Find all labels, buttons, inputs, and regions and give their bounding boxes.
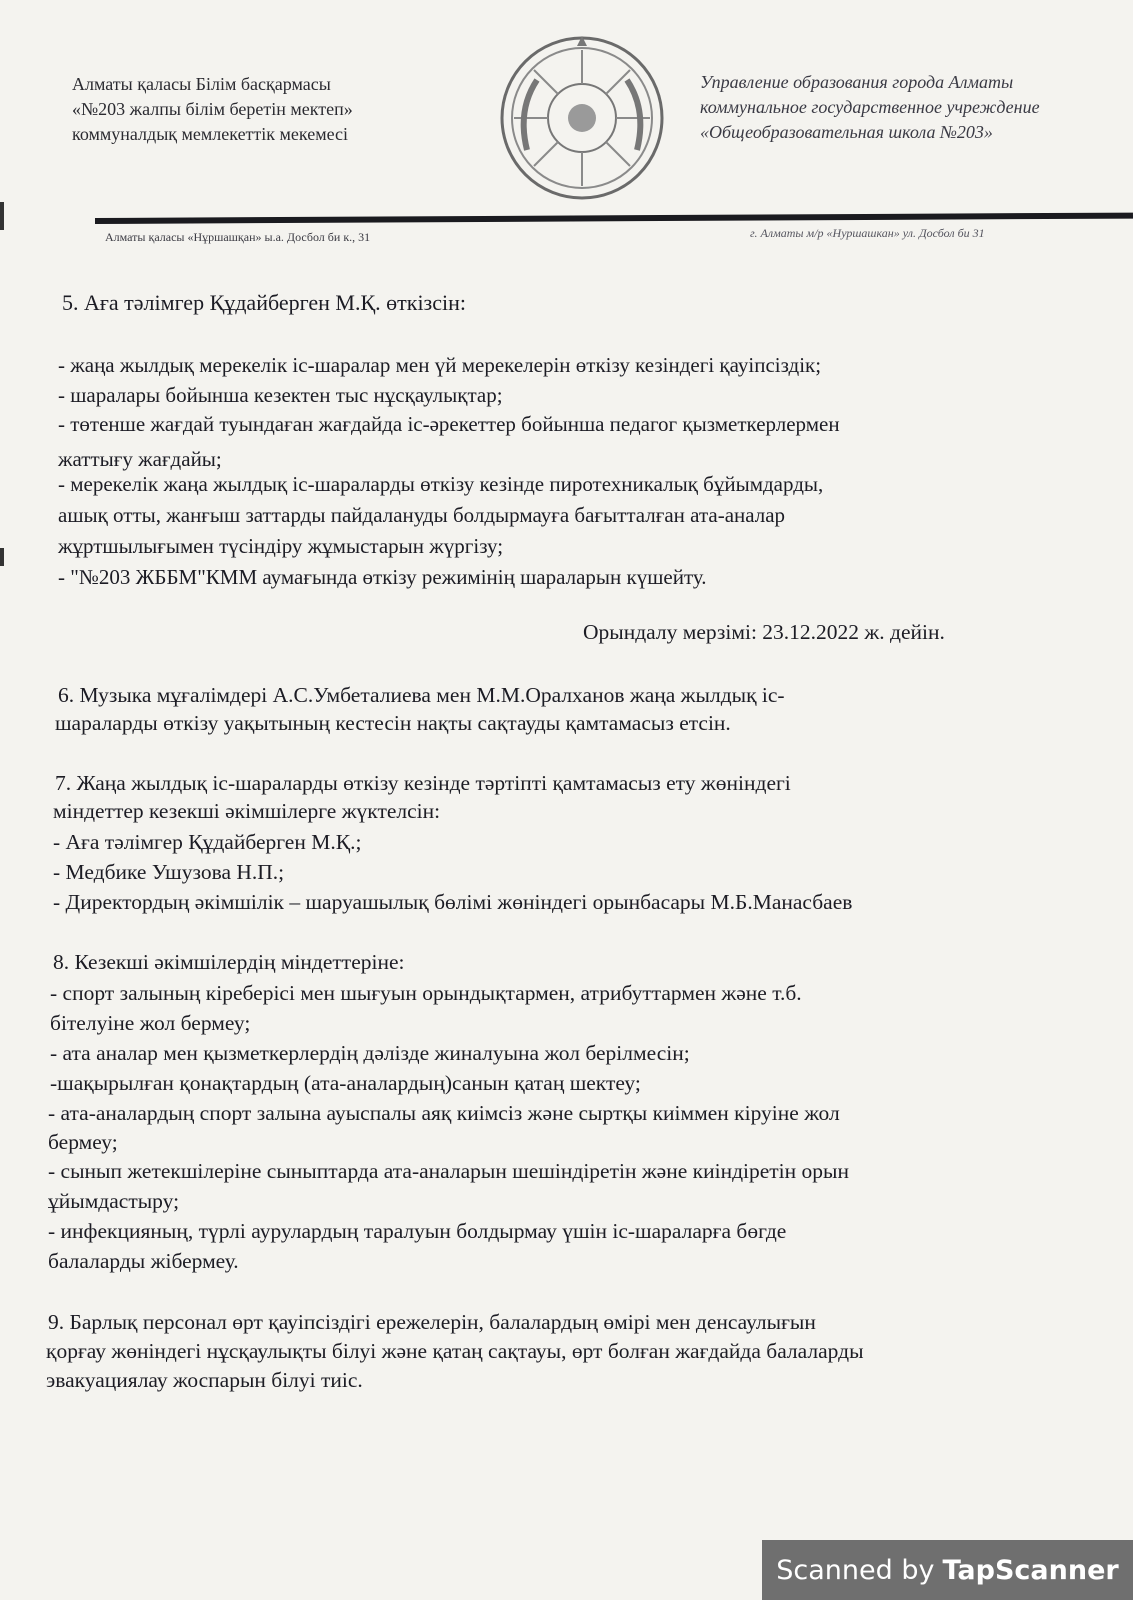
- state-emblem-icon: [497, 30, 667, 205]
- text-line: - "№203 ЖББМ"КММ аумағында өткізу режимінің шараларын күшейту.: [58, 565, 707, 589]
- text-line: ашық отты, жанғыш заттарды пайдалануды болдырмауға бағытталған ата-аналар: [58, 503, 786, 527]
- address-russian: г. Алматы м/р «Нуршашкан» ул. Досбол би 31: [750, 226, 985, 240]
- header-kazakh-line: Алматы қаласы Білім басқармасы: [72, 74, 331, 94]
- text-line: - ата-аналардың спорт залына ауыспалы аяқ киімсіз және сыртқы киіммен кіруіне жол: [48, 1101, 840, 1125]
- section-heading: 5. Аға тәлімгер Құдайберген М.Қ. өткізсін:: [62, 290, 467, 315]
- text-line: - сынып жетекшілеріне сыныптарда ата-аналарын шешіндіретін және киіндіретін орын: [48, 1159, 849, 1183]
- text-line: балаларды жібермеу.: [48, 1249, 239, 1273]
- section-heading: 8. Кезекші әкімшілердің міндеттеріне:: [53, 950, 405, 974]
- text-line: - Аға тәлімгер Құдайберген М.Қ.;: [53, 830, 362, 854]
- section-heading: 9. Барлық персонал өрт қауіпсіздігі ережелерін, балалардың өмірі мен денсаулығын: [48, 1310, 816, 1334]
- text-line: міндеттер кезекші әкімшілерге жүктелсін:: [53, 799, 441, 823]
- text-line: бермеу;: [48, 1130, 118, 1154]
- text-line: - инфекцияның, түрлі аурулардың таралуын болдырмау үшін іс-шараларға бөгде: [48, 1219, 787, 1243]
- text-line: -шақырылған қонақтардың (ата-аналардың)санын қатаң шектеу;: [50, 1071, 641, 1095]
- text-line: - ата аналар мен қызметкерлердің дәлізде жиналуына жол берілмесін;: [50, 1041, 690, 1065]
- scan-edge-mark: [0, 202, 4, 230]
- text-line: жұртшылығымен түсіндіру жұмыстарын жүргізу;: [58, 534, 504, 558]
- text-line: жаттығу жағдайы;: [58, 447, 222, 471]
- text-line: бітелуіне жол бермеу;: [50, 1011, 251, 1035]
- header-russian-line: Управление образования города Алматы: [700, 72, 1014, 92]
- text-line: - Директордың әкімшілік – шаруашылық бөлімі жөніндегі орынбасары М.Б.Манасбаев: [53, 890, 853, 914]
- header-russian-block: [700, 70, 1130, 145]
- text-line: шараларды өткізу уақытының кестесін нақты сақтауды қамтамасыз етсін.: [55, 711, 731, 735]
- scan-edge-mark: [0, 548, 4, 566]
- text-line: - мерекелік жаңа жылдық іс-шараларды өткізу кезінде пиротехникалық бұйымдарды,: [58, 472, 824, 496]
- header-russian-line: «Общеобразовательная школа №203»: [700, 122, 993, 142]
- watermark-brand: TapScanner: [942, 1554, 1119, 1586]
- text-line: - төтенше жағдай туындаған жағдайда іс-әрекеттер бойынша педагог қызметкерлермен: [58, 412, 840, 436]
- text-line: ұйымдастыру;: [48, 1189, 180, 1213]
- text-line: - Медбике Ушузова Н.П.;: [53, 860, 285, 884]
- watermark-prefix: Scanned by: [776, 1554, 935, 1586]
- text-line: эвакуациялау жоспарын білуі тиіс.: [46, 1368, 363, 1392]
- text-line: қорғау жөніндегі нұсқаулықты білуі және қатаң сақтауы, өрт болған жағдайда балаларды: [46, 1339, 864, 1363]
- text-line: - жаңа жылдық мерекелік іс-шаралар мен үй мерекелерін өткізу кезіндегі қауіпсіздік;: [58, 353, 822, 377]
- deadline-line: Орындалу мерзімі: 23.12.2022 ж. дейін.: [583, 620, 945, 644]
- text-line: - спорт залының кіреберісі мен шығуын орындықтармен, атрибуттармен және т.б.: [50, 981, 802, 1005]
- text-line: - шаралары бойынша кезектен тыс нұсқаулықтар;: [58, 383, 503, 407]
- header-kazakh-line: коммуналдық мемлекеттік мекемесі: [72, 124, 349, 144]
- section-heading: 6. Музыка мұғалімдері А.С.Умбеталиева мен М.М.Оралханов жаңа жылдық іс-: [58, 683, 785, 707]
- scanner-watermark: [762, 1540, 1133, 1600]
- header-kazakh-block: [72, 72, 472, 147]
- header-kazakh-line: «№203 жалпы білім беретін мектеп»: [72, 99, 353, 119]
- header-russian-line: коммунальное государственное учреждение: [700, 97, 1040, 117]
- section-heading: 7. Жаңа жылдық іс-шараларды өткізу кезінде тәртіпті қамтамасыз ету жөніндегі: [55, 771, 791, 795]
- address-kazakh: Алматы қаласы «Нұршашқан» ы.а. Досбол би к., 31: [105, 230, 371, 244]
- header-divider: [95, 213, 1133, 224]
